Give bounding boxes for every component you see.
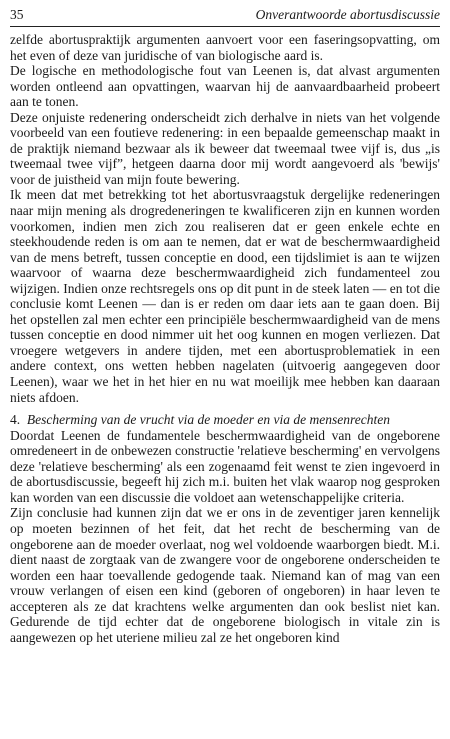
- running-header: [10, 6, 440, 27]
- body-text: [10, 32, 440, 645]
- running-title: Onverantwoorde abortusdiscussie: [255, 7, 440, 22]
- section-number: 4.: [10, 412, 21, 428]
- paragraph: Deze onjuiste redenering onderscheidt zich derhalve in niets van het volgende voorbeeld van een foutieve redenering: in een bepaalde gemeenschap maakt in de praktijk niemand bezwaar als ik beweer dat tweemaal twee vijf is, dus „is tweemaal twee vijf”, hetgeen daarna door mij wordt aangevoerd als 'bewijs' voor de juistheid van mijn foute bewering.: [10, 109, 440, 187]
- paragraph: Ik meen dat met betrekking tot het abortusvraagstuk dergelijke redeneringen naar mijn mening als drogredeneringen te kwalificeren zijn en kunnen worden voorkomen, indien men zich zou realiseren dat er geen enkele echte en steekhoudende reden is om aan te nemen, dat er wat de beschermwaardigheid van de mens betreft, tussen conceptie en dood, een tijdslimiet is aan te wijzen waarvoor of waarna deze beschermwaardigheid zich fundamenteel zou wijzigen. Indien onze rechtsregels ons op dit punt in de steek laten — en tot die conclusie komt Leenen — dan is er reden om daar iets aan te gaan doen. Bij het opstellen zal men echter een principiële beschermwaardigheid van de mens tussen conceptie en dood nimmer uit het oog kunnen en mogen verliezen. Dat vroegere wetgevers in andere tijden, met een abortusproblematiek in een andere context, ons wetten hebben nagelaten (uitvoerig aangegeven door Leenen), waar we het in het hier en nu wat moeilijk mee hebben kan daaraan niets afdoen.: [10, 187, 440, 405]
- paragraph: De logische en methodologische fout van Leenen is, dat alvast argumenten worden ontleend aan opvattingen, waarvan hij de aanvaardbaarheid probeert aan te tonen.: [10, 63, 440, 110]
- section-title: Bescherming van de vrucht via de moeder en via de mensenrechten: [26, 412, 390, 428]
- paragraph: Doordat Leenen de fundamentele beschermwaardigheid van de ongeborene omredeneert in de onbewezen constructie 'relatieve bescherming' en vervolgens deze 'relatieve bescherming' als een zogenaamd feit wenst te zien ingevoerd in de abortusdiscussie, begeeft hij zich m.i. buiten het vlak waarop nog gesproken kan worden van een discussie die voldoet aan wetenschappelijke criteria.: [10, 427, 440, 505]
- page-number: 35: [10, 7, 24, 22]
- section-heading: [10, 412, 440, 428]
- paragraph: zelfde abortuspraktijk argumenten aanvoert voor een faseringsopvatting, om het even of deze van juridische of van biologische aard is.: [10, 32, 440, 63]
- paragraph: Zijn conclusie had kunnen zijn dat we er ons in de zeventiger jaren kennelijk op moeten bezinnen of het feit, dat het recht de bescherming van de ongeborene aan de moeder overlaat, nog wel voldoende waarborgen biedt. M.i. dient naast de zorgtaak van de zwangere voor de ongeborene onderscheiden te worden een haar toevallende gedogende taak. Niemand kan of mag van een vrouw verlangen of eisen een kind (geboren of ongeboren) in haar leven te accepteren als ze dat krachtens welke argumenten dan ook beslist niet kan. Gedurende de tijd echter dat de ongeborene biologisch in vitale zin is aangewezen op het uteriene milieu zal ze het ongeboren kind: [10, 505, 440, 645]
